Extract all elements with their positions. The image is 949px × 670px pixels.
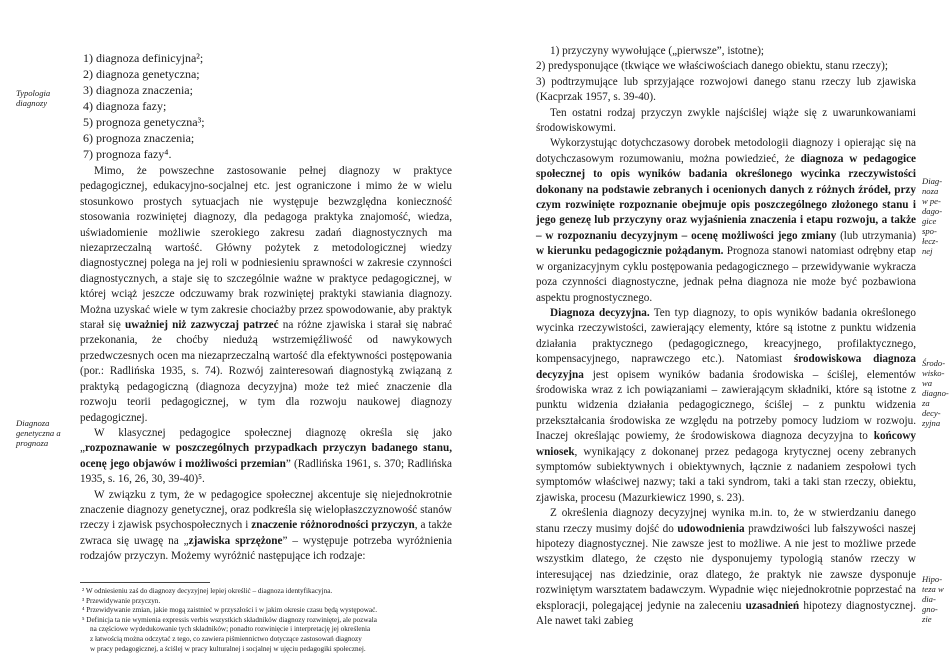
paragraph: Mimo, że powszechne zastosowanie pełnej diagnozy w praktyce pedagogicznej, edukacyjno-socjalnej etc. jest ograniczone i mimo że w wielu stosunkowo prostych sytuacjach nie występuje bezwzględna konieczność stosowania rozwiniętej diagnozy, dla pedagoga praktyka znajomość, wiedza, uświadomienie możliwie szerokiego zakresu zadań diagnostycznych ma niezaprzeczalną wartość. Główny pożytek z metodologicznej wiedzy diagnostycznej polega na jej roli w podniesieniu sprawności w zakresie czynności diagnostycznych, a staje się to szczególnie ważne w praktyce pedagogicznej, w której wciąż jeszcze odczuwamy brak rozwiniętej praktyki stawiania diagnozy. Można uzyskać wiele w tym zakresie chociażby przez spowodowanie, aby praktyk starał się uważniej niż zazwyczaj patrzeć na różne zjawiska i starał się nabrać przekonania, że choćby niedużą wstrzemięźliwość od nawykowych przedwczesnych ocen ma niezaprzeczalną wartość dla efektywności postępowania (por.: Radlińska 1935, s. 74). Rozwój zainteresowań diagnostyką związaną z praktyką pedagogiczną (diagnoza decyzyjna) może też mieć znaczenie dla rozwoju teorii pedagogicznej, w tym dla rozwoju naukowej diagnozy pedagogicznej. xyxy=(80,165,453,424)
list-item: 1) diagnoza definicyjna²; xyxy=(83,51,204,65)
paragraph: Diagnoza decyzyjna. Ten typ diagnozy, to opis wyników badania określonego wycinka rzeczywistości, zawierający elementy, które są istotne z punktu widzenia działania praktycznego (pedagogicznego, kreacyjnego, profilaktycznego, kompensacyjnego, naprawczego etc.). Natomiast środowiskowa diagnoza decyzyjna jest opisem wyników badania środowiska – ściślej, elementów środowiska wraz z ich powiązaniami – zawierającym składniki, które są istotne z punktu widzenia działania pedagogicznego, ściślej – z punktu widzenia przekształcania środowiska ze względu na potrzeby pomocy ludziom w rozwoju. Inaczej określając powiemy, że środowiskowa diagnoza decyzyjna to końcowy wniosek, wynikający z dokonanej przez pedagoga krytycznej oceny zebranych symptomów subiektywnych i obiektywnych, łącznie z nadaniem zespołowi tych symptomów właściwej nazwy; taki a taki syndrom, taki a taki stan rzeczy, obiektu, zjawiska, procesu (Mazurkiewicz 1990, s. 23). xyxy=(536,306,916,504)
footnote: ⁴ Przewidywanie zmian, jakie mogą zaistnieć w przyszłości i w jakim okresie czasu będą występować. xyxy=(82,606,378,615)
footnote: ⁵ Definicja ta nie wymienia expressis verbis wszystkich składników diagnozy rozwiniętej, ale pozwala xyxy=(82,615,377,624)
margin-note-hipoteza: Hipoteza w diagnozie xyxy=(922,574,944,624)
margin-note-diagnoza: Diagnoza w pedagogice społecznej xyxy=(922,176,943,256)
list-item: 3) diagnoza znaczenia; xyxy=(83,83,193,97)
footnote: na częściowe wydedukowanie tych składników; ponadto rozwinięcie i interpretację jej określenia xyxy=(90,625,371,634)
footnote: ³ Przewidywanie przyczyn. xyxy=(82,596,161,605)
footnote: w pracy pedagogicznej, a ściślej w pracy kulturalnej i socjalnej w ujęciu pedagogiki społecznej. xyxy=(90,644,366,653)
footnote-rule xyxy=(80,582,210,583)
left-page xyxy=(0,0,470,670)
right-page xyxy=(470,0,947,670)
footnote: z łatwością można odczytać z tego, co zawiera piśmiennictwo dotyczące zastosowań diagnozy xyxy=(90,634,362,643)
left-body-text xyxy=(80,164,452,565)
list-item: 5) prognoza genetyczna³; xyxy=(83,115,205,129)
margin-note-typologia: Typologia diagnozy xyxy=(16,88,51,108)
paragraph: Ten ostatni rodzaj przyczyn zwykle najściślej wiąże się z uwarunkowaniami środowiskowymi. xyxy=(536,106,916,135)
list-item: 2) diagnoza genetyczna; xyxy=(83,67,200,81)
typology-list xyxy=(83,50,205,162)
right-body-text xyxy=(536,44,916,629)
list-item: 6) prognoza znaczenia; xyxy=(83,131,195,145)
paragraph: Z określenia diagnozy decyzyjnej wynika m.in. to, że w stwierdzaniu danego stanu rzeczy musimy dojść do udowodnienia prawdziwości lub fałszywości naszej hipotezy diagnostycznej. Nie zawsze jest to możliwe. A nie jest to możliwe przede wszystkim dlatego, że często nie dysponujemy typologią stanów rzeczy w interesującej nas dziedzinie, oraz dlatego, że praktyk nie zawsze dysponuje rozwiniętym warsztatem badawczym. Wypadnie więc niejednokrotnie poprzestać na eksploracji, polegającej jedynie na zaleceniu uzasadnień hipotezy diagnostycznej. Ale nawet taki zabieg xyxy=(536,507,916,628)
footnote: ² W odniesieniu zaś do diagnozy decyzyjnej lepiej określić – diagnoza identyfikacyjna. xyxy=(82,587,333,595)
margin-note-srodowisko: Środowiskowa diagnoza decyzyjna xyxy=(922,358,949,428)
list-item: 4) diagnoza fazy; xyxy=(83,99,167,113)
paragraph: W związku z tym, że w pedagogice społecznej akcentuje się niejednokrotnie znaczenie diagnozy genetycznej, oraz podkreśla się wielopłaszczyznowość stanów rzeczy i zjawisk psychospołecznych i znaczenie różnorodności przyczyn, a także zwraca się uwagę na „zjawiska sprzężone” – występuje potrzeba wyróżnienia rodzajów przyczyn. Możemy wyróżnić następujące ich rodzaje: xyxy=(80,488,452,563)
paragraph: Wykorzystując dotychczasowy dorobek metodologii diagnozy i opierając się na dotychczasowym rozumowaniu, można powiedzieć, że diagnoza w pedagogice społecznej to opis wyników badania określonego wycinka rzeczywistości dokonany na podstawie zebranych i ocenionych danych z różnych źródeł, przy czym rozwinięte rozpoznanie obejmuje opis poszczególnego złożonego stanu i jego genezę lub przyczyny oraz wyjaśnienia znaczenia i etapu rozwoju, a także – w rozpoznaniu decyzyjnym – ocenę możliwości jego zmiany (lub utrzymania) w kierunku pedagogicznie pożądanym. Prognoza stanowi natomiast odrębny etap w organizacyjnym cyklu postępowania pedagogicznego – przewidywanie wykracza poza czynności diagnostyczne, jednak pełna diagnoza nie może być pozbawiona aspektu prognostycznego. xyxy=(536,137,917,304)
margin-note-genetyczna: Diagnoza genetyczna a prognoza xyxy=(16,418,61,448)
footnotes xyxy=(82,587,377,654)
paragraph: W klasycznej pedagogice społecznej diagnozę określa się jako „rozpoznawanie w poszczególnych przypadkach przyczyn badanego stanu, ocenę jego objawów i możliwości przemian” (Radlińska 1961, s. 370; Radlińska 1935, s. 16, 26, 30, 39-40)⁵. xyxy=(80,426,452,486)
paragraph: 1) przyczyny wywołujące („pierwsze”, istotne); 2) predysponujące (tkwiące we właściwościach danego obiektu, stanu rzeczy); 3) podtrzymujące lub sprzyjające rozwojowi danego stanu rzeczy lub zjawiska (Kacprzak 1957, s. 39-40). xyxy=(536,45,916,104)
list-item: 7) prognoza fazy⁴. xyxy=(83,147,172,161)
